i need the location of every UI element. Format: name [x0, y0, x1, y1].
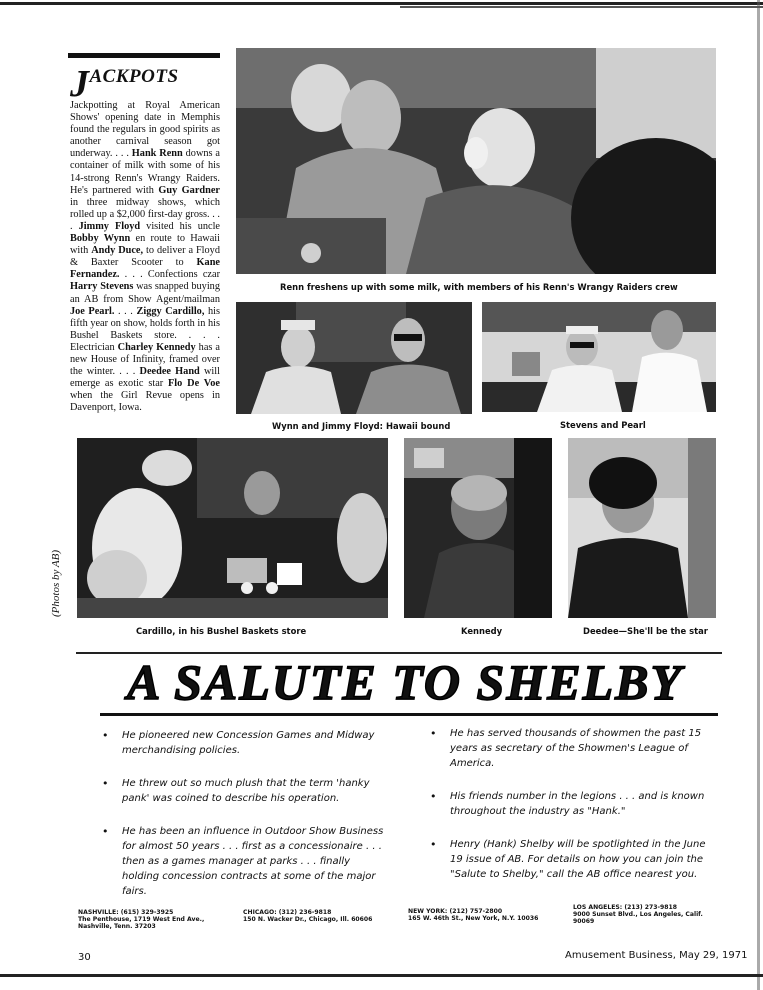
article-text: has a new House of Infinity, framed over the winter. . . . [70, 341, 220, 378]
caption-kennedy: Kennedy [461, 626, 503, 636]
list-item: • He has been an influence in Outdoor Show Business for almost 50 years . . . first as a concessionaire . . . then as a games manager at parks . . . finally holding concession contracts at some of the major fairs. [102, 825, 384, 897]
photo-renn [236, 48, 716, 274]
article-name: Kane Fernandez. [70, 257, 220, 281]
page-number: 30 [78, 952, 91, 963]
article-text: when the Girl Revue opens in Davenport, Iowa. [70, 390, 220, 414]
photo-wynn [236, 302, 472, 414]
article-text: his fifth year on show, holds forth in his Bushel Baskets store. . . . Electrician [70, 305, 220, 353]
office-nashville: NASHVILLE: (615) 329-3925 The Penthouse, 1719 West End Ave., Nashville, Tenn. 37203 [78, 909, 205, 930]
photo-deedee [568, 438, 716, 618]
article-name: Hank Renn [131, 148, 183, 160]
jackpots-rule [68, 53, 220, 58]
caption-wynn: Wynn and Jimmy Floyd: Hawaii bound [272, 421, 451, 431]
bullet-dot-icon: • [430, 838, 437, 851]
article-name: Jimmy Floyd [78, 220, 141, 232]
bullet-dot-icon: • [102, 777, 109, 790]
office-losangeles: LOS ANGELES: (213) 273-9818 9000 Sunset Blvd., Los Angeles, Calif. 90069 [573, 904, 703, 925]
top-border-secondary [400, 6, 763, 8]
photo-kennedy [404, 438, 552, 618]
list-item: • Henry (Hank) Shelby will be spotlighted in the June 19 issue of AB. For details on how you can join the "Salute to Shelby," call the AB office nearest you. [430, 838, 706, 880]
caption-stevens: Stevens and Pearl [560, 420, 646, 430]
article-text: to deliver a Floyd & Baxter Scooter to [70, 245, 220, 269]
article-name: Charley Kennedy [117, 341, 196, 353]
article-text: en route to Hawaii with [70, 233, 220, 257]
list-item: • His friends number in the legions . . . and is known throughout the industry as "Hank." [430, 790, 705, 817]
article-name: Harry Stevens [70, 281, 134, 293]
bullet-dot-icon: • [102, 825, 109, 838]
list-item: • He has served thousands of showmen the past 15 years as secretary of the Showmen's League of America. [430, 727, 702, 769]
article-text: downs a container of milk with some of his 14-strong Renn's Wrangy Raiders. He's partnered with [70, 148, 221, 196]
office-newyork: NEW YORK: (212) 757-2800 165 W. 46th St., New York, N.Y. 10036 [408, 908, 539, 922]
jackpots-article [70, 100, 220, 414]
caption-cardillo: Cardillo, in his Bushel Baskets store [136, 626, 307, 636]
caption-renn: Renn freshens up with some milk, with members of his Renn's Wrangy Raiders crew [280, 282, 678, 292]
page-edge [757, 0, 760, 990]
list-item: • He pioneered new Concession Games and Midway merchandising policies. [102, 729, 375, 756]
office-chicago: CHICAGO: (312) 236-9818 150 N. Wacker Dr., Chicago, Ill. 60606 [243, 909, 373, 923]
photo-stevens [482, 302, 716, 412]
jackpots-heading: JACKPOTS [70, 63, 179, 105]
article-name: Flo De Voe [168, 378, 220, 390]
article-text: . . . Confections czar [119, 269, 220, 281]
photo-cardillo [77, 438, 388, 618]
article-text: . . . [114, 305, 137, 317]
article-name: Ziggy Cardillo, [136, 305, 205, 317]
salute-banner: A SALUTE TO SHELBY [126, 654, 684, 710]
salute-left-list [100, 728, 390, 917]
article-name: Bobby Wynn [70, 233, 131, 245]
bullet-dot-icon: • [430, 790, 437, 803]
salute-right-list [428, 726, 708, 900]
article-name: Joe Pearl. [70, 305, 115, 317]
article-text: was snapped buying an AB from Show Agent/mailman [70, 281, 220, 305]
top-border [0, 2, 763, 5]
article-name: Andy Duce, [91, 245, 144, 257]
banner-underline [100, 713, 718, 716]
bottom-border [0, 974, 763, 977]
article-name: Deedee Hand [139, 366, 200, 378]
article-text: visited his uncle [140, 220, 221, 232]
article-text: in three midway shows, which rolled up a $2,000 first-day gross. . . . [70, 196, 220, 232]
article-text: Jackpotting at Royal American Shows' opening date in Memphis found the regulars in good spirits as another carnival season got underway. . . . [70, 100, 220, 160]
bullet-dot-icon: • [102, 729, 109, 742]
article-text: will emerge as exotic star [70, 366, 220, 390]
photo-credit: (Photos by AB) [50, 549, 62, 617]
list-item: • He threw out so much plush that the term 'hanky pank' was coined to describe his operation. [102, 777, 370, 804]
bullet-dot-icon: • [430, 727, 437, 740]
article-name: Guy Gardner [158, 184, 220, 196]
caption-deedee: Deedee—She'll be the star [583, 626, 708, 636]
issue-line: Amusement Business, May 29, 1971 [565, 950, 748, 961]
